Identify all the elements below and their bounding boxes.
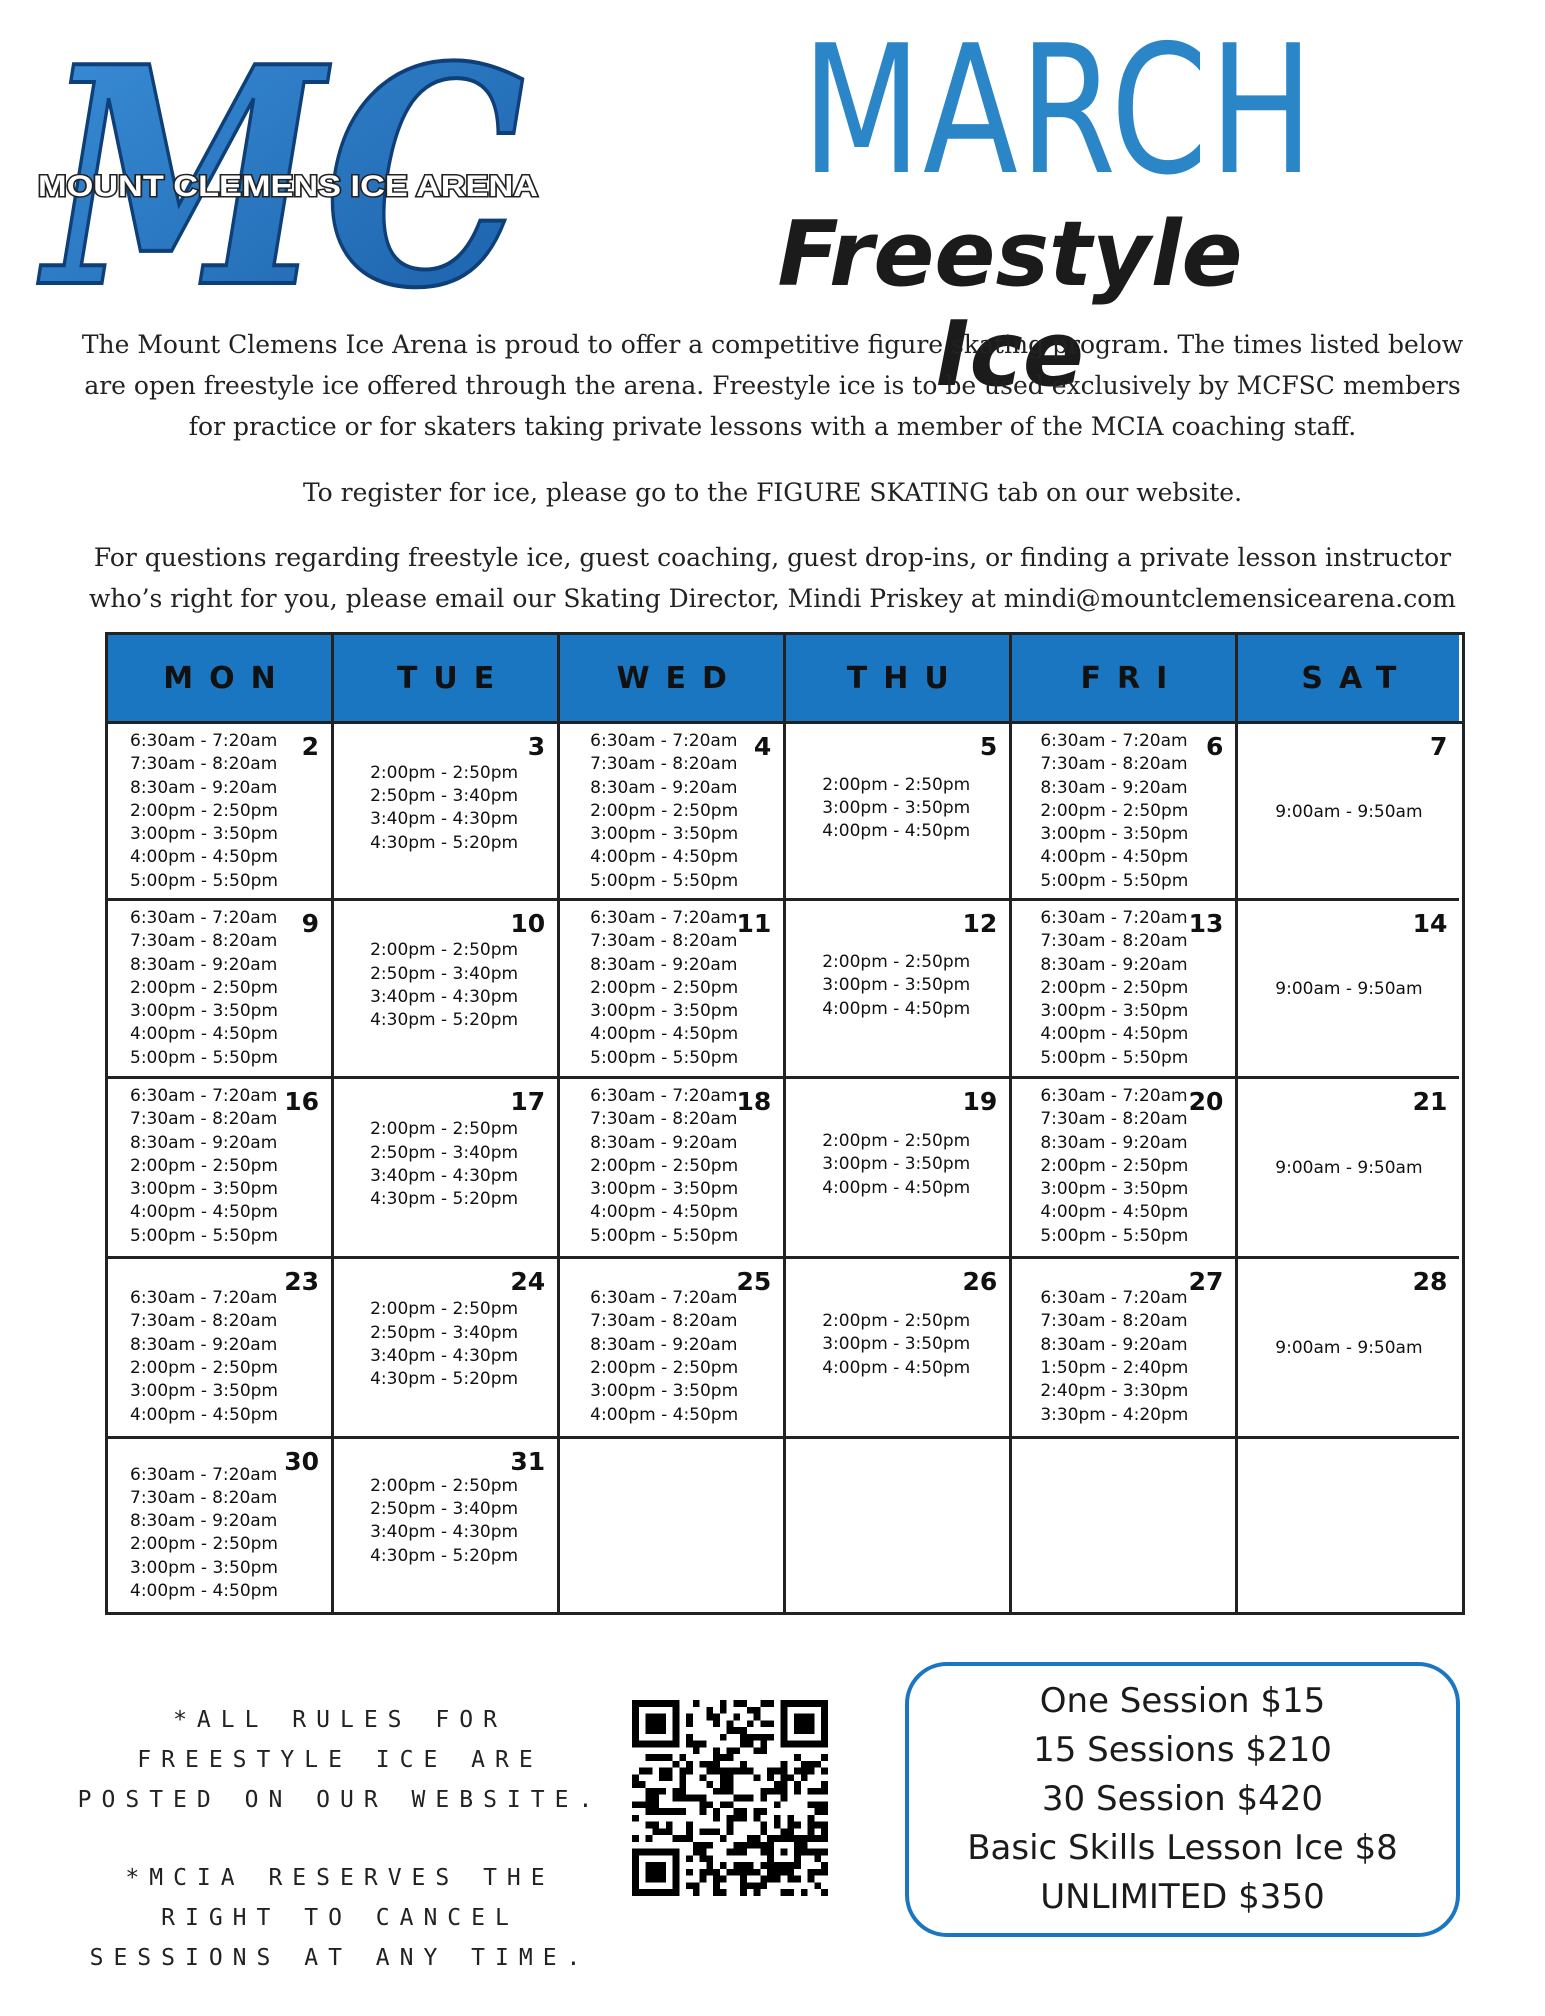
session-time: 3:00pm - 3:50pm	[130, 1001, 278, 1022]
session-times	[130, 1085, 278, 1248]
price-box	[905, 1662, 1460, 1937]
session-time: 8:30am - 9:20am	[1040, 954, 1188, 975]
calendar-day-cell	[108, 1439, 334, 1612]
calendar-day-cell	[786, 1079, 1012, 1259]
calendar-day-cell	[786, 901, 1012, 1079]
session-time: 3:40pm - 4:30pm	[370, 1165, 519, 1186]
arena-logo	[30, 28, 550, 313]
calendar-day-cell	[334, 1439, 560, 1612]
session-time: 2:50pm - 3:40pm	[370, 1322, 519, 1343]
calendar-day-cell	[1238, 901, 1459, 1079]
session-time: 2:00pm - 2:50pm	[590, 977, 739, 998]
calendar-day-cell	[1012, 1259, 1238, 1439]
session-times	[1238, 801, 1459, 824]
session-time: 8:30am - 9:20am	[590, 954, 738, 975]
calendar-day-cell	[1238, 1259, 1459, 1439]
session-times	[1040, 730, 1188, 893]
session-time: 6:30am - 7:20am	[590, 1288, 738, 1309]
session-time: 2:00pm - 2:50pm	[1040, 977, 1189, 998]
session-time: 4:30pm - 5:20pm	[370, 832, 519, 853]
session-time: 2:00pm - 2:50pm	[822, 774, 971, 795]
session-time: 2:50pm - 3:40pm	[370, 963, 519, 984]
session-time: 3:00pm - 3:50pm	[1040, 824, 1189, 845]
day-header-mon: MON	[108, 635, 334, 721]
session-time: 4:00pm - 4:50pm	[130, 1202, 278, 1223]
price-line: 30 Session $420	[1041, 1779, 1324, 1819]
session-time: 2:00pm - 2:50pm	[130, 1534, 278, 1555]
calendar-day-cell	[1238, 1439, 1459, 1612]
session-time: 9:00am - 9:50am	[1275, 1338, 1423, 1359]
day-number: 4	[753, 732, 772, 761]
day-header-thu: THU	[786, 635, 1012, 721]
session-times	[370, 1475, 518, 1568]
session-times	[1040, 907, 1188, 1070]
intro-paragraph: The Mount Clemens Ice Arena is proud to offer a competitive figure skating program. The times listed below are open freestyle ice offered through the arena. Freestyle ice is to be used exclusively by MCFSC members for practice or for skaters taking private lessons with a member of the MCIA coaching staff.	[81, 330, 1464, 441]
session-time: 6:30am - 7:20am	[590, 731, 738, 751]
session-time: 6:30am - 7:20am	[130, 908, 278, 928]
session-times	[1238, 1157, 1459, 1180]
session-time: 2:00pm - 2:50pm	[370, 762, 519, 783]
session-times	[130, 907, 278, 1070]
day-number: 20	[1188, 1087, 1224, 1116]
session-time: 2:00pm - 2:50pm	[370, 940, 519, 961]
session-times	[590, 730, 738, 893]
session-time: 8:30am - 9:20am	[1040, 1132, 1188, 1153]
contact-paragraph: For questions regarding freestyle ice, guest coaching, guest drop-ins, or finding a private lesson instructor who’s right for you, please email our Skating Director, Mindi Priskey at mindi@mountclemensicearena.com	[89, 543, 1456, 613]
session-time: 1:50pm - 2:40pm	[1040, 1357, 1189, 1378]
day-number: 31	[510, 1447, 546, 1476]
session-time: 2:00pm - 2:50pm	[370, 1119, 519, 1140]
session-time: 7:30am - 8:20am	[1040, 931, 1188, 952]
calendar-day-cell	[786, 1439, 1012, 1612]
session-time: 4:30pm - 5:20pm	[370, 1369, 519, 1390]
page-subtitle: Freestyle Ice	[777, 202, 1243, 407]
session-time: 2:00pm - 2:50pm	[1040, 800, 1189, 821]
session-times	[1040, 1287, 1188, 1427]
session-time: 7:30am - 8:20am	[1040, 754, 1188, 775]
session-time: 9:00am - 9:50am	[1275, 979, 1423, 1000]
session-times	[590, 1085, 738, 1248]
session-time: 2:00pm - 2:50pm	[590, 1357, 739, 1378]
session-time: 3:00pm - 3:50pm	[130, 1179, 278, 1200]
session-time: 4:00pm - 4:50pm	[1040, 1024, 1189, 1045]
day-number: 2	[301, 732, 320, 761]
session-time: 3:00pm - 3:50pm	[590, 1381, 739, 1402]
session-time: 4:00pm - 4:50pm	[130, 847, 278, 868]
session-time: 7:30am - 8:20am	[1040, 1109, 1188, 1130]
session-time: 6:30am - 7:20am	[1040, 908, 1188, 928]
session-time: 2:50pm - 3:40pm	[370, 1142, 519, 1163]
session-time: 7:30am - 8:20am	[130, 1109, 278, 1130]
register-paragraph: To register for ice, please go to the FIGURE SKATING tab on our website.	[302, 478, 1243, 507]
session-time: 4:00pm - 4:50pm	[590, 1202, 739, 1223]
session-times	[130, 730, 278, 893]
session-time: 3:00pm - 3:50pm	[130, 824, 278, 845]
price-line: 15 Sessions $210	[1033, 1730, 1332, 1770]
session-time: 3:00pm - 3:50pm	[590, 824, 739, 845]
session-time: 6:30am - 7:20am	[130, 1464, 278, 1485]
calendar-day-cell	[108, 1259, 334, 1439]
session-times	[822, 1310, 970, 1380]
session-time: 9:00am - 9:50am	[1275, 1158, 1423, 1179]
session-time: 6:30am - 7:20am	[1040, 1288, 1188, 1309]
calendar-day-cell	[560, 901, 786, 1079]
session-time: 6:30am - 7:20am	[130, 731, 278, 751]
session-time: 2:00pm - 2:50pm	[590, 800, 739, 821]
session-time: 3:40pm - 4:30pm	[370, 1522, 519, 1543]
session-time: 2:00pm - 2:50pm	[130, 1155, 278, 1176]
session-time: 7:30am - 8:20am	[590, 754, 738, 775]
session-time: 8:30am - 9:20am	[590, 1132, 738, 1153]
day-number: 18	[736, 1087, 772, 1116]
calendar-day-cell	[108, 901, 334, 1079]
day-number: 7	[1430, 732, 1448, 761]
session-time: 2:00pm - 2:50pm	[822, 952, 971, 973]
day-number: 5	[979, 732, 998, 761]
day-header-tue: TUE	[334, 635, 560, 721]
session-time: 7:30am - 8:20am	[1040, 1311, 1188, 1332]
session-time: 2:00pm - 2:50pm	[1040, 1155, 1189, 1176]
session-time: 8:30am - 9:20am	[130, 1334, 278, 1355]
day-number: 28	[1412, 1267, 1448, 1296]
day-number: 16	[284, 1087, 320, 1116]
session-time: 2:00pm - 2:50pm	[130, 1357, 278, 1378]
session-times	[590, 907, 738, 1070]
day-number: 24	[510, 1267, 546, 1296]
session-times	[370, 762, 518, 855]
calendar-day-cell	[1012, 901, 1238, 1079]
session-time: 3:00pm - 3:50pm	[822, 1334, 971, 1355]
calendar-day-cell	[108, 724, 334, 901]
session-time: 3:30pm - 4:20pm	[1040, 1404, 1189, 1425]
session-times	[370, 1298, 518, 1391]
session-time: 2:00pm - 2:50pm	[590, 1155, 739, 1176]
session-time: 3:40pm - 4:30pm	[370, 809, 519, 830]
rule-cancel: *MCIA RESERVES THE RIGHT TO CANCEL SESSIONS AT ANY TIME.	[89, 1865, 591, 1971]
calendar-day-cell	[786, 724, 1012, 901]
session-time: 3:00pm - 3:50pm	[130, 1557, 278, 1578]
day-number: 27	[1188, 1267, 1224, 1296]
session-time: 3:00pm - 3:50pm	[822, 797, 971, 818]
calendar-day-cell	[334, 724, 560, 901]
session-time: 3:00pm - 3:50pm	[1040, 1001, 1189, 1022]
session-times	[590, 1287, 738, 1427]
session-times	[130, 1464, 278, 1604]
session-time: 3:00pm - 3:50pm	[590, 1179, 739, 1200]
price-line: UNLIMITED $350	[1040, 1877, 1325, 1917]
qr-code-icon[interactable]	[632, 1700, 828, 1896]
session-times	[822, 774, 970, 844]
session-time: 9:00am - 9:50am	[1275, 801, 1423, 822]
session-time: 2:40pm - 3:30pm	[1040, 1381, 1189, 1402]
schedule-calendar	[105, 632, 1465, 1615]
calendar-day-cell	[560, 724, 786, 901]
calendar-day-cell	[1012, 1439, 1238, 1612]
session-time: 6:30am - 7:20am	[1040, 731, 1188, 751]
session-time: 7:30am - 8:20am	[130, 1311, 278, 1332]
session-time: 3:00pm - 3:50pm	[130, 1381, 278, 1402]
session-time: 5:00pm - 5:50pm	[130, 870, 278, 891]
session-time: 4:00pm - 4:50pm	[130, 1024, 278, 1045]
logo-letters: MC	[37, 28, 526, 313]
calendar-day-cell	[1238, 1079, 1459, 1259]
session-time: 2:00pm - 2:50pm	[822, 1311, 971, 1332]
session-time: 2:00pm - 2:50pm	[370, 1299, 519, 1320]
day-number: 19	[962, 1087, 998, 1116]
session-time: 6:30am - 7:20am	[130, 1288, 278, 1309]
session-time: 5:00pm - 5:50pm	[590, 870, 739, 891]
session-time: 2:50pm - 3:40pm	[370, 786, 519, 807]
session-time: 5:00pm - 5:50pm	[130, 1047, 278, 1068]
session-time: 4:00pm - 4:50pm	[822, 1357, 971, 1378]
session-time: 4:30pm - 5:20pm	[370, 1545, 519, 1566]
session-time: 3:40pm - 4:30pm	[370, 1345, 519, 1366]
session-time: 2:00pm - 2:50pm	[130, 977, 278, 998]
day-number: 30	[284, 1447, 320, 1476]
session-time: 5:00pm - 5:50pm	[130, 1225, 278, 1246]
session-time: 3:40pm - 4:30pm	[370, 986, 519, 1007]
day-number: 14	[1412, 909, 1448, 938]
session-time: 2:00pm - 2:50pm	[822, 1131, 971, 1152]
session-times	[822, 951, 970, 1021]
day-header-fri: FRI	[1012, 635, 1238, 721]
session-times	[1238, 1337, 1459, 1360]
session-time: 5:00pm - 5:50pm	[1040, 1225, 1189, 1246]
session-time: 8:30am - 9:20am	[130, 1511, 278, 1532]
day-header-sat: SAT	[1238, 635, 1459, 721]
session-time: 3:00pm - 3:50pm	[822, 975, 971, 996]
calendar-day-cell	[560, 1079, 786, 1259]
session-time: 7:30am - 8:20am	[130, 754, 278, 775]
session-time: 4:00pm - 4:50pm	[590, 1024, 739, 1045]
calendar-day-cell	[560, 1439, 786, 1612]
logo-name: MOUNT CLEMENS ICE ARENA	[38, 170, 538, 203]
session-time: 3:00pm - 3:50pm	[590, 1001, 739, 1022]
day-number: 17	[510, 1087, 546, 1116]
session-time: 4:30pm - 5:20pm	[370, 1010, 519, 1031]
session-times	[370, 939, 518, 1032]
session-time: 5:00pm - 5:50pm	[1040, 870, 1189, 891]
session-time: 4:00pm - 4:50pm	[822, 998, 971, 1019]
session-time: 7:30am - 8:20am	[590, 1109, 738, 1130]
footer-rules	[60, 1700, 620, 2016]
session-time: 6:30am - 7:20am	[130, 1086, 278, 1106]
day-number: 10	[510, 909, 546, 938]
session-time: 6:30am - 7:20am	[590, 908, 738, 928]
session-time: 8:30am - 9:20am	[1040, 777, 1188, 798]
session-time: 7:30am - 8:20am	[130, 1487, 278, 1508]
session-times	[822, 1130, 970, 1200]
session-time: 6:30am - 7:20am	[1040, 1086, 1188, 1106]
session-time: 2:00pm - 2:50pm	[130, 800, 278, 821]
session-time: 4:00pm - 4:50pm	[130, 1404, 278, 1425]
session-time: 7:30am - 8:20am	[590, 1311, 738, 1332]
session-time: 4:00pm - 4:50pm	[590, 847, 739, 868]
calendar-day-cell	[334, 1259, 560, 1439]
calendar-day-cell	[1012, 1079, 1238, 1259]
session-time: 5:00pm - 5:50pm	[590, 1225, 739, 1246]
session-time: 4:00pm - 4:50pm	[822, 821, 971, 842]
day-number: 9	[301, 909, 320, 938]
session-time: 3:00pm - 3:50pm	[822, 1154, 971, 1175]
session-times	[130, 1287, 278, 1427]
day-number: 21	[1412, 1087, 1448, 1116]
session-time: 4:00pm - 4:50pm	[1040, 1202, 1189, 1223]
session-time: 5:00pm - 5:50pm	[590, 1047, 739, 1068]
calendar-day-cell	[108, 1079, 334, 1259]
session-time: 2:00pm - 2:50pm	[370, 1475, 519, 1496]
session-time: 3:00pm - 3:50pm	[1040, 1179, 1189, 1200]
day-number: 3	[527, 732, 546, 761]
price-line: One Session $15	[1039, 1681, 1326, 1721]
session-time: 4:00pm - 4:50pm	[590, 1404, 739, 1425]
session-time: 7:30am - 8:20am	[590, 931, 738, 952]
session-time: 4:30pm - 5:20pm	[370, 1189, 519, 1210]
calendar-day-cell	[1012, 724, 1238, 901]
calendar-day-cell	[1238, 724, 1459, 901]
calendar-day-cell	[334, 901, 560, 1079]
session-time: 8:30am - 9:20am	[590, 777, 738, 798]
day-number: 11	[736, 909, 772, 938]
rule-website: *ALL RULES FOR FREESTYLE ICE ARE POSTED ON OUR WEBSITE.	[77, 1707, 603, 1813]
session-time: 8:30am - 9:20am	[130, 1132, 278, 1153]
session-time: 4:00pm - 4:50pm	[130, 1581, 278, 1602]
day-number: 23	[284, 1267, 320, 1296]
day-number: 13	[1188, 909, 1224, 938]
day-number: 25	[736, 1267, 772, 1296]
session-time: 5:00pm - 5:50pm	[1040, 1047, 1189, 1068]
session-time: 8:30am - 9:20am	[130, 954, 278, 975]
session-time: 2:50pm - 3:40pm	[370, 1499, 519, 1520]
session-time: 4:00pm - 4:50pm	[822, 1177, 971, 1198]
price-line: Basic Skills Lesson Ice $8	[967, 1828, 1398, 1868]
day-header-wed: WED	[560, 635, 786, 721]
calendar-day-cell	[334, 1079, 560, 1259]
session-time: 6:30am - 7:20am	[590, 1086, 738, 1106]
month-title: MARCH	[801, 7, 1316, 214]
session-time: 8:30am - 9:20am	[590, 1334, 738, 1355]
session-time: 4:00pm - 4:50pm	[1040, 847, 1189, 868]
day-number: 26	[962, 1267, 998, 1296]
session-time: 8:30am - 9:20am	[130, 777, 278, 798]
session-times	[1040, 1085, 1188, 1248]
session-time: 7:30am - 8:20am	[130, 931, 278, 952]
session-times	[370, 1118, 518, 1211]
session-time: 8:30am - 9:20am	[1040, 1334, 1188, 1355]
calendar-day-cell	[786, 1259, 1012, 1439]
session-times	[1238, 978, 1459, 1001]
day-number: 12	[962, 909, 998, 938]
day-number: 6	[1205, 732, 1224, 761]
calendar-day-cell	[560, 1259, 786, 1439]
